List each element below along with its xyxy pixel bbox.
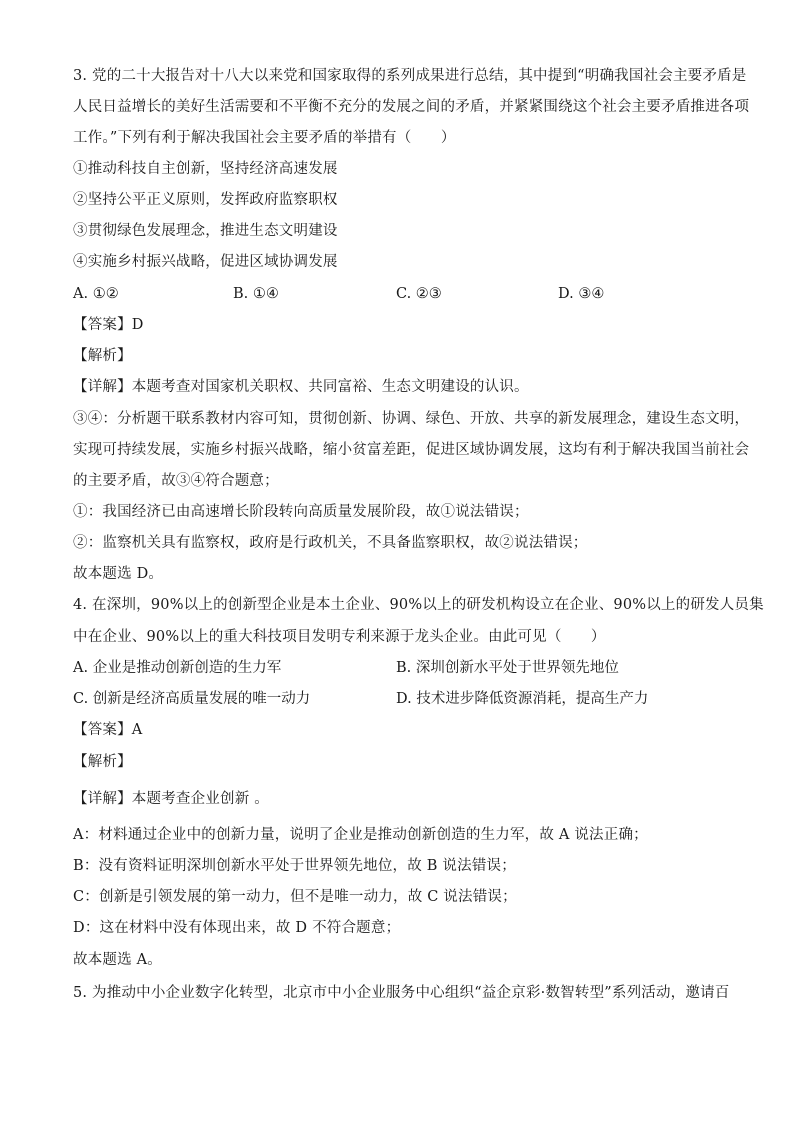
- q3-option-d: D. ③④: [558, 286, 605, 302]
- q3-stem-line-1: 3. 党的二十大报告对十八大以来党和国家取得的系列成果进行总结，其中提到“明确我国社会主要矛盾是: [73, 68, 747, 84]
- q3-detail-5: ①：我国经济已由高速增长阶段转向高质量发展阶段，故①说法错误；: [73, 504, 529, 520]
- q4-option-a: A. 企业是推动创新创造的生力军: [73, 660, 282, 676]
- q4-analysis-label: 【解析】: [73, 754, 132, 770]
- q4-detail-1: 【详解】本题考查企业创新 。: [73, 791, 269, 807]
- q3-option-c: C. ②③: [396, 286, 442, 302]
- q4-detail-2: A：材料通过企业中的创新力量，说明了企业是推动创新创造的生力军，故 A 说法正确；: [73, 827, 648, 843]
- q3-detail-3: 实现可持续发展，实施乡村振兴战略，缩小贫富差距，促进区域协调发展，这均有利于解决我国当前社会: [73, 442, 750, 458]
- q3-answer: 【答案】D: [73, 317, 144, 333]
- q4-detail-3: B：没有资料证明深圳创新水平处于世界领先地位，故 B 说法错误；: [73, 858, 516, 874]
- q4-detail-5: D：这在材料中没有体现出来，故 D 不符合题意；: [73, 920, 401, 936]
- q4-detail-6: 故本题选 A。: [73, 952, 162, 968]
- q5-stem-line-1: 5. 为推动中小企业数字化转型，北京市中小企业服务中心组织“益企京彩·数智转型”系列活动，邀请百: [73, 985, 730, 1001]
- q4-option-c: C. 创新是经济高质量发展的唯一动力: [73, 691, 311, 707]
- q3-detail-4: 的主要矛盾，故③④符合题意；: [73, 473, 279, 489]
- q3-detail-1: 【详解】本题考查对国家机关职权、共同富裕、生态文明建设的认识。: [73, 379, 529, 395]
- q3-option-a: A. ①②: [73, 286, 119, 302]
- q4-option-d: D. 技术进步降低资源消耗，提高生产力: [396, 691, 649, 707]
- q4-detail-4: C：创新是引领发展的第一动力，但不是唯一动力，故 C 说法错误；: [73, 889, 517, 905]
- q3-stem-line-3: 工作。”下列有利于解决我国社会主要矛盾的举措有（ ）: [73, 130, 456, 146]
- q3-item-1: ①推动科技自主创新，坚持经济高速发展: [73, 161, 338, 177]
- q4-stem-line-1: 4. 在深圳，90%以上的创新型企业是本土企业、90%以上的研发机构设立在企业、90%以上的研发人员集: [73, 597, 764, 613]
- q3-detail-7: 故本题选 D。: [73, 566, 164, 582]
- q4-answer: 【答案】A: [73, 722, 143, 738]
- q3-item-3: ③贯彻绿色发展理念，推进生态文明建设: [73, 223, 338, 239]
- q4-option-b: B. 深圳创新水平处于世界领先地位: [396, 660, 619, 676]
- q3-detail-6: ②：监察机关具有监察权，政府是行政机关，不具备监察职权，故②说法错误；: [73, 535, 588, 551]
- q3-item-4: ④实施乡村振兴战略，促进区域协调发展: [73, 254, 338, 270]
- q3-stem-line-2: 人民日益增长的美好生活需要和不平衡不充分的发展之间的矛盾，并紧紧围绕这个社会主要矛盾推进各项: [73, 99, 750, 115]
- q3-detail-2: ③④：分析题干联系教材内容可知，贯彻创新、协调、绿色、开放、共享的新发展理念，建设生态文明，: [73, 411, 750, 427]
- q3-item-2: ②坚持公平正义原则，发挥政府监察职权: [73, 192, 338, 208]
- q3-option-b: B. ①④: [233, 286, 279, 302]
- q4-stem-line-2: 中在企业、90%以上的重大科技项目发明专利来源于龙头企业。由此可见（ ）: [73, 629, 606, 645]
- q3-analysis-label: 【解析】: [73, 348, 132, 364]
